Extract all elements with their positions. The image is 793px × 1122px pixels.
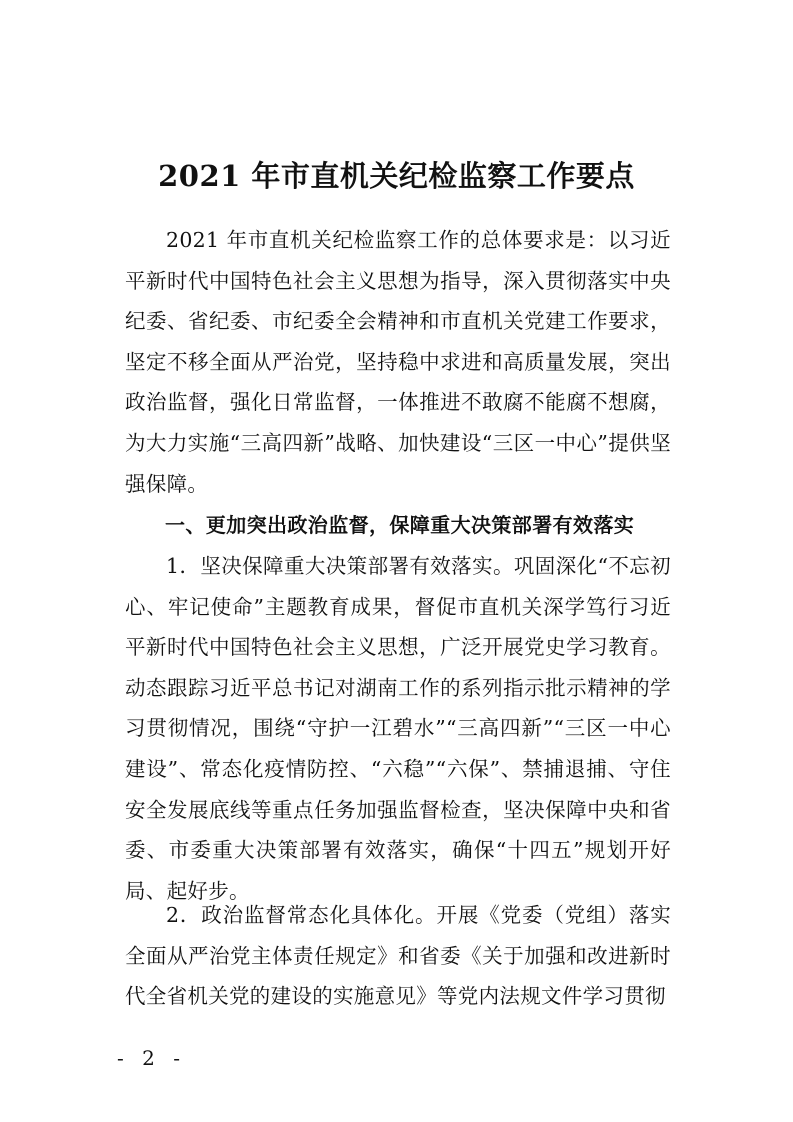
page-number: - 2 -	[117, 1046, 186, 1070]
item-2-body: 开展《党委（党组）落实全面从严治党主体责任规定》和省委《关于加强和改进新时代全省机关党的建设的实施意见》等党内法规文件学习贯彻	[125, 903, 671, 1009]
item-1-lead: 1．坚决保障重大决策部署有效落实。	[166, 554, 514, 578]
item-1-paragraph	[125, 546, 671, 911]
item-1-body: 巩固深化“不忘初心、牢记使命”主题教育成果，督促市直机关深学笃行习近平新时代中国特色社会主义思想，广泛开展党史学习教育。动态跟踪习近平总书记对湖南工作的系列指示批示精神的学习贯彻情况，围绕“守护一江碧水”“三高四新”“三区一中心建设”、常态化疫情防控、“六稳”“六保”、禁捕退捕、守住安全发展底线等重点任务加强监督检查，坚决保障中央和省委、市委重大决策部署有效落实，确保“十四五”规划开好局、起好步。	[125, 554, 671, 903]
section-heading: 一、更加突出政治监督，保障重大决策部署有效落实	[165, 513, 635, 537]
item-2-paragraph	[125, 895, 671, 1017]
document-title: 2021 年市直机关纪检监察工作要点	[158, 159, 635, 194]
intro-paragraph: 2021 年市直机关纪检监察工作的总体要求是：以习近平新时代中国特色社会主义思想为指导，深入贯彻落实中央纪委、省纪委、市纪委全会精神和市直机关党建工作要求，坚定不移全面从严治党，坚持稳中求进和高质量发展，突出政治监督，强化日常监督，一体推进不敢腐不能腐不想腐，为大力实施“三高四新”战略、加快建设“三区一中心”提供坚强保障。	[125, 228, 671, 496]
item-2-lead: 2．政治监督常态化具体化。	[166, 903, 437, 927]
